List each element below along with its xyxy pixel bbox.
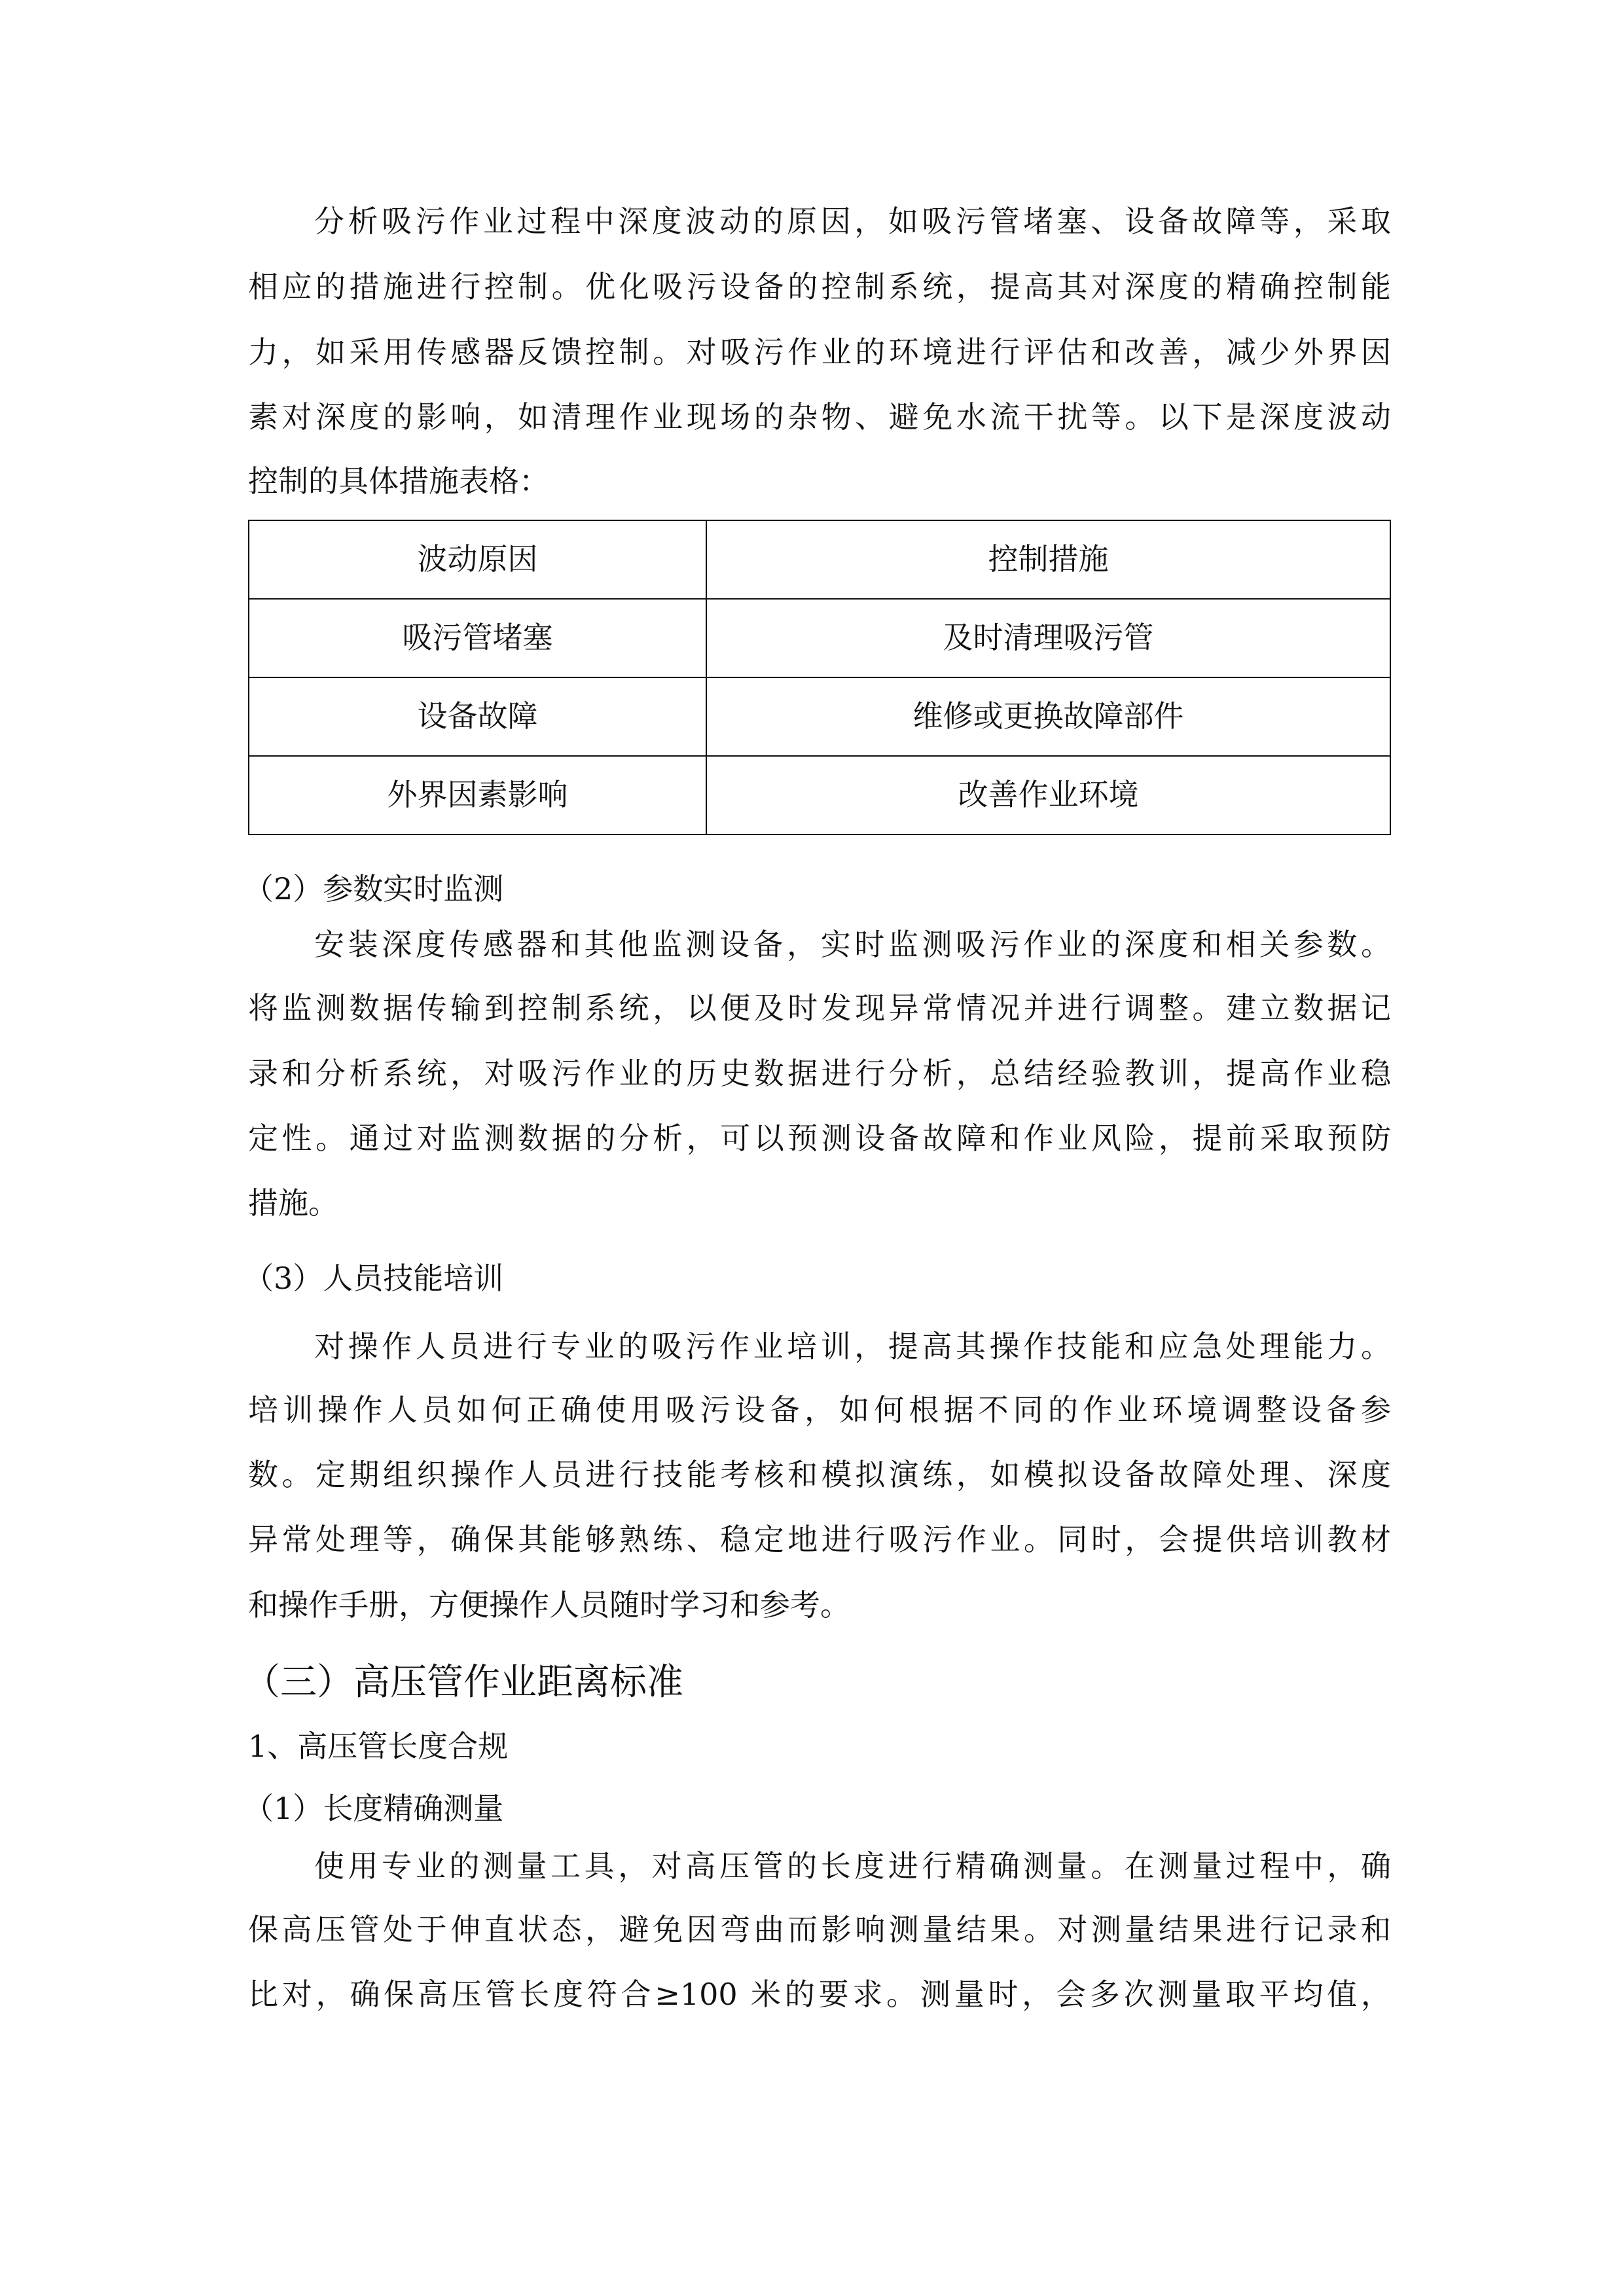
table-cell: 改善作业环境 xyxy=(706,756,1390,834)
measures-table xyxy=(248,520,1391,835)
paragraph-line: 和操作手册，方便操作人员随时学习和参考。 xyxy=(248,1587,850,1623)
table-cell: 外界因素影响 xyxy=(249,756,706,834)
subheading: （3）人员技能培训 xyxy=(244,1261,504,1296)
paragraph-line: 将监测数据传输到控制系统，以便及时发现异常情况并进行调整。建立数据记 xyxy=(248,990,1391,1026)
paragraph-line: 定性。通过对监测数据的分析，可以预测设备故障和作业风险，提前采取预防 xyxy=(248,1121,1391,1156)
table-cell: 及时清理吸污管 xyxy=(706,599,1390,677)
table-row xyxy=(249,677,1390,756)
subheading: （2）参数实时监测 xyxy=(244,871,504,906)
paragraph-line: 力，如采用传感器反馈控制。对吸污作业的环境进行评估和改善，减少外界因 xyxy=(248,334,1391,370)
table-cell: 设备故障 xyxy=(249,677,706,756)
paragraph-line: 措施。 xyxy=(248,1185,338,1221)
paragraph-line: 保高压管处于伸直状态，避免因弯曲而影响测量结果。对测量结果进行记录和 xyxy=(248,1912,1391,1947)
paragraph-line: 录和分析系统，对吸污作业的历史数据进行分析，总结经验教训，提高作业稳 xyxy=(248,1056,1391,1091)
section-title: （三）高压管作业距离标准 xyxy=(244,1661,683,1704)
table-cell: 维修或更换故障部件 xyxy=(706,677,1390,756)
table-header-cell: 控制措施 xyxy=(706,520,1390,599)
paragraph-line: 异常处理等，确保其能够熟练、稳定地进行吸污作业。同时，会提供培训教材 xyxy=(248,1522,1391,1557)
table-header-row xyxy=(249,520,1390,599)
paragraph-line: 培训操作人员如何正确使用吸污设备，如何根据不同的作业环境调整设备参 xyxy=(248,1392,1391,1427)
table-header-cell: 波动原因 xyxy=(249,520,706,599)
paragraph-line: 控制的具体措施表格： xyxy=(248,463,549,499)
subsection-title: 1、高压管长度合规 xyxy=(248,1729,509,1764)
paragraph-line: 素对深度的影响，如清理作业现场的杂物、避免水流干扰等。以下是深度波动 xyxy=(248,399,1391,435)
paragraph-line: 比对，确保高压管长度符合≥100 米的要求。测量时，会多次测量取平均值， xyxy=(248,1977,1391,2012)
paragraph-line: 对操作人员进行专业的吸污作业培训，提高其操作技能和应急处理能力。 xyxy=(314,1329,1391,1364)
table-cell: 吸污管堵塞 xyxy=(249,599,706,677)
table-row xyxy=(249,599,1390,677)
paragraph-line: 使用专业的测量工具，对高压管的长度进行精确测量。在测量过程中，确 xyxy=(314,1848,1391,1884)
paragraph-line: 数。定期组织操作人员进行技能考核和模拟演练，如模拟设备故障处理、深度 xyxy=(248,1457,1391,1492)
paragraph-line: 安装深度传感器和其他监测设备，实时监测吸污作业的深度和相关参数。 xyxy=(314,927,1391,962)
paragraph-line: 相应的措施进行控制。优化吸污设备的控制系统，提高其对深度的精确控制能 xyxy=(248,269,1391,304)
table-row xyxy=(249,756,1390,834)
subheading: （1）长度精确测量 xyxy=(244,1791,504,1826)
paragraph-line: 分析吸污作业过程中深度波动的原因，如吸污管堵塞、设备故障等，采取 xyxy=(314,204,1391,239)
